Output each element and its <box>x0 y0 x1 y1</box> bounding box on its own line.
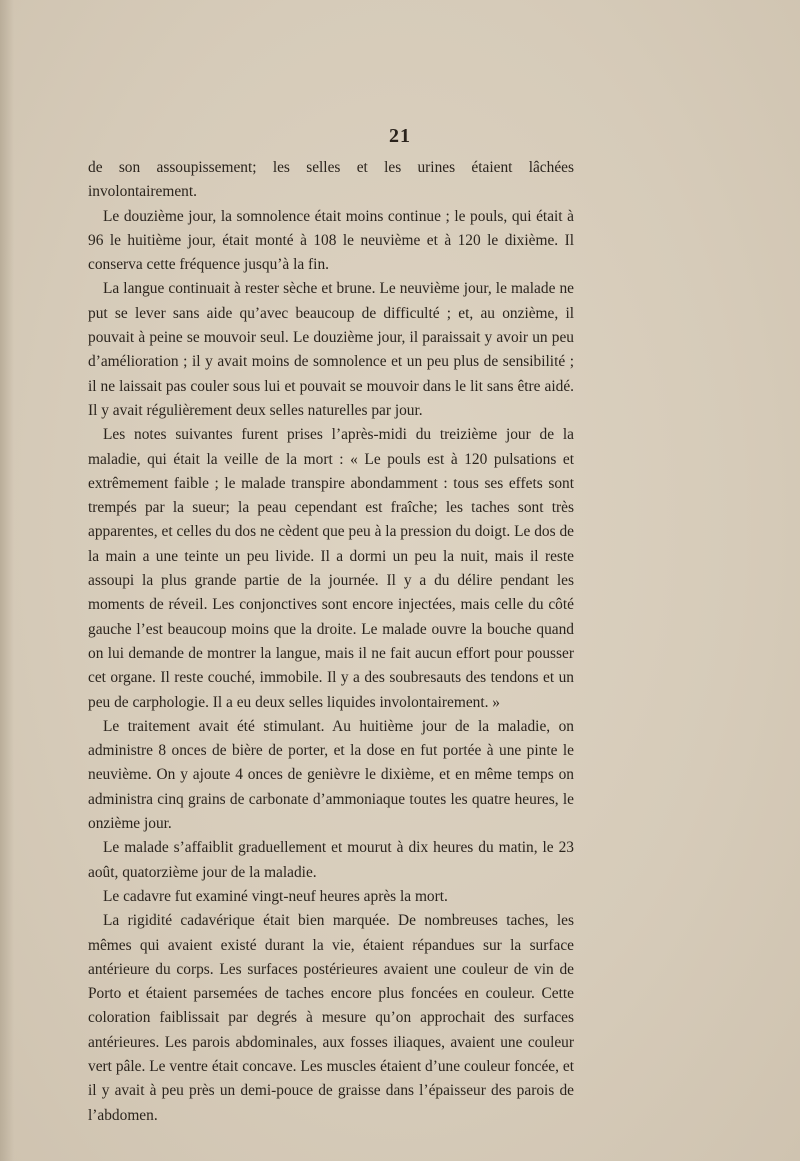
body-text <box>88 156 574 1128</box>
page-number: 21 <box>389 125 411 147</box>
paragraph: La rigidité cadavérique était bien marquée. De nombreuses taches, les mêmes qui avaient existé durant la vie, étaient répandues sur la surface antérieure du corps. Les surfaces postérieures avaient une couleur de vin de Porto et étaient parsemées de taches encore plus foncées en couleur. Cette coloration faiblissait par degrés à mesure qu’on approchait des surfaces antérieures. Les parois abdominales, aux fosses iliaques, avaient une couleur vert pâle. Le ventre était concave. Les muscles étaient d’une couleur foncée, et il y avait à peu près un demi-pouce de graisse dans l’épaisseur des parois de l’abdomen. <box>88 912 574 1124</box>
paragraph: Le malade s’affaiblit graduellement et mourut à dix heures du matin, le 23 août, quatorzième jour de la maladie. <box>88 839 574 881</box>
paragraph: Le traitement avait été stimulant. Au huitième jour de la maladie, on administre 8 onces de bière de porter, et la dose en fut portée à une pinte le neuvième. On y ajoute 4 onces de genièvre le dixième, et en même temps on administra cinq grains de carbonate d’ammoniaque toutes les quatre heures, le onzième jour. <box>88 717 574 833</box>
paragraph: La langue continuait à rester sèche et brune. Le neuvième jour, le malade ne put se lever sans aide qu’avec beaucoup de difficulté ; et, au onzième, il pouvait à peine se mouvoir seul. Le douzième jour, il paraissait y avoir un peu d’amélioration ; il y avait moins de somnolence et un peu plus de sensibilité ; il ne laissait pas couler sous lui et pouvait se mouvoir dans le lit sans être aidé. Il y avait régulièrement deux selles naturelles par jour. <box>88 280 574 419</box>
paragraph: de son assoupissement; les selles et les urines étaient lâchées involontairement. <box>88 159 574 201</box>
paragraph: Le douzième jour, la somnolence était moins continue ; le pouls, qui était à 96 le huitième jour, était monté à 108 le neuvième et à 120 le dixième. Il conserva cette fréquence jusqu’à la fin. <box>88 207 574 274</box>
page-gutter-shadow <box>0 0 14 1161</box>
paragraph: Le cadavre fut examiné vingt-neuf heures après la mort. <box>103 887 448 905</box>
paragraph: Les notes suivantes furent prises l’après-midi du treizième jour de la maladie, qui était la veille de la mort : « Le pouls est à 120 pulsations et extrêmement faible ; le malade transpire abondamment : tous ses effets sont trempés par la sueur; la peau cependant est fraîche; les taches sont très apparentes, et celles du dos ne cèdent que peu à la pression du doigt. Le dos de la main a une teinte un peu livide. Il a dormi un peu la nuit, mais il reste assoupi la plus grande partie de la journée. Il y a du délire pendant les moments de réveil. Les conjonctives sont encore injectées, mais celle du côté gauche l’est beaucoup moins que la droite. Le malade ouvre la bouche quand on lui demande de montrer la langue, mais il ne fait aucun effort pour pousser cet organe. Il reste couché, immobile. Il y a des soubresauts des tendons et un peu de carphologie. Il a eu deux selles liquides involontairement. » <box>88 426 574 711</box>
